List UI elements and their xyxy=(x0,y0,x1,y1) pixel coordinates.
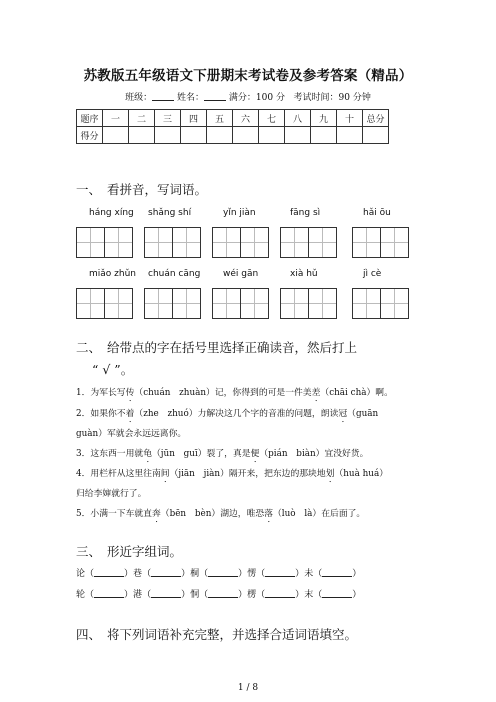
dotted-char: 间 xyxy=(160,469,170,479)
char-cell[interactable] xyxy=(309,228,336,257)
char-grid[interactable] xyxy=(352,288,409,319)
char-grid[interactable] xyxy=(280,227,337,258)
score-cell[interactable] xyxy=(363,127,389,144)
score-header-cell: 题序 xyxy=(77,110,103,127)
question-text: （huà huá） xyxy=(334,469,389,479)
question-text: （chāi chà）啊。 xyxy=(320,388,393,398)
section-number: 一、 xyxy=(76,182,102,197)
score-header-cell: 十 xyxy=(337,110,363,127)
answer-blank[interactable] xyxy=(322,567,352,577)
dotted-char: 着 xyxy=(125,409,135,419)
question-5 xyxy=(76,506,365,524)
class-label: 班级： xyxy=(125,93,153,103)
char-cell[interactable] xyxy=(281,289,309,318)
score-cell[interactable] xyxy=(337,127,363,144)
section-3-heading xyxy=(76,542,182,560)
question-3 xyxy=(76,446,368,464)
dotted-char: 传 xyxy=(125,388,135,398)
section-title: 给带点的字在括号里选择正确读音，然后打上 xyxy=(107,340,358,355)
score-row-label: 得分 xyxy=(77,127,103,144)
score-header-cell: 三 xyxy=(155,110,181,127)
section-number: 三、 xyxy=(76,544,102,559)
score-header-cell: 八 xyxy=(285,110,311,127)
answer-blank[interactable] xyxy=(151,588,181,598)
question-text: 4．用栏杆从这里往南 xyxy=(76,469,161,479)
time-label: 考试时间：90 分钟 xyxy=(293,93,371,103)
question-4-cont: 归给李婶就行了。 xyxy=(76,489,147,499)
char-label: 恫 xyxy=(190,590,200,600)
exam-info xyxy=(0,90,496,103)
char-cell[interactable] xyxy=(173,228,200,257)
pinyin-label: fāng sì xyxy=(290,208,321,218)
dotted-char: 落 xyxy=(264,509,273,519)
char-cell[interactable] xyxy=(105,289,132,318)
question-text: （luò là）在后面了。 xyxy=(273,509,366,519)
dotted-char: 冠 xyxy=(338,409,348,419)
dotted-char: 奔 xyxy=(151,509,161,519)
score-header-cell: 四 xyxy=(181,110,207,127)
char-cell[interactable] xyxy=(381,228,408,257)
section-2-heading xyxy=(76,338,357,356)
answer-blank[interactable] xyxy=(94,567,124,577)
pinyin-label: háng xíng xyxy=(89,208,134,218)
char-label: 楞 xyxy=(247,590,257,600)
char-grid[interactable] xyxy=(76,288,133,319)
dotted-char: 划 xyxy=(325,469,335,479)
question-text: （pián biàn）宜没好货。 xyxy=(259,449,369,459)
name-label: 姓名： xyxy=(177,93,205,103)
score-cell[interactable] xyxy=(311,127,337,144)
pinyin-label: chuán cāng xyxy=(148,269,201,279)
pinyin-label: shǎng shí xyxy=(148,208,192,218)
char-grid[interactable] xyxy=(280,288,337,319)
char-label: 论 xyxy=(76,569,86,579)
char-grid[interactable] xyxy=(352,227,409,258)
pinyin-label: jì cè xyxy=(363,269,382,279)
answer-blank[interactable] xyxy=(265,567,295,577)
question-2-cont: guàn）军就会永远远离你。 xyxy=(76,429,187,439)
page-title: 苏教版五年级语文下册期末考试卷及参考答案（精品） xyxy=(83,68,413,84)
class-blank[interactable] xyxy=(152,91,174,101)
char-label: 愣 xyxy=(247,569,257,579)
char-cell[interactable] xyxy=(241,289,268,318)
char-cell[interactable] xyxy=(281,228,309,257)
dotted-char: 便 xyxy=(250,449,260,459)
char-cell[interactable] xyxy=(173,289,200,318)
section-number: 四、 xyxy=(76,627,102,642)
score-cell[interactable] xyxy=(129,127,155,144)
score-header-cell: 九 xyxy=(311,110,337,127)
question-text: （jūn guī）裂了，真是 xyxy=(152,449,251,459)
score-value-row xyxy=(77,127,389,144)
pinyin-label: xià hǔ xyxy=(290,269,318,279)
score-cell[interactable] xyxy=(233,127,259,144)
score-header-cell: 七 xyxy=(259,110,285,127)
score-header-row xyxy=(77,110,389,127)
char-cell[interactable] xyxy=(381,289,408,318)
question-text: 3．这东西一用就 xyxy=(76,449,144,459)
answer-blank[interactable] xyxy=(94,588,124,598)
name-blank[interactable] xyxy=(204,91,226,101)
char-grid[interactable] xyxy=(76,227,133,258)
question-text: （chuán zhuàn）记，你得到的可是一件美 xyxy=(134,388,312,398)
score-cell[interactable] xyxy=(259,127,285,144)
char-cell[interactable] xyxy=(213,228,241,257)
score-cell[interactable] xyxy=(103,127,129,144)
char-label: 未 xyxy=(304,569,314,579)
section-title: 看拼音，写词语。 xyxy=(107,182,208,197)
score-cell[interactable] xyxy=(207,127,233,144)
question-text: （guān xyxy=(347,409,379,419)
score-header-cell: 一 xyxy=(103,110,129,127)
score-cell[interactable] xyxy=(181,127,207,144)
page-number: 1 / 8 xyxy=(237,683,259,693)
char-cell[interactable] xyxy=(105,228,132,257)
char-label: 巷 xyxy=(133,569,143,579)
char-label: 末 xyxy=(304,590,314,600)
section-title: 将下列词语补充完整，并选择合适词语填空。 xyxy=(107,627,358,642)
char-label: 港 xyxy=(133,590,143,600)
section-2-heading-cont: “ √ ”。 xyxy=(92,362,134,377)
section-title: 形近字组词。 xyxy=(107,544,183,559)
pinyin-label: wéi gān xyxy=(223,269,259,279)
question-text: （zhe zhuó）力解决这几个字的音准的问题，朗读 xyxy=(134,409,339,419)
score-cell[interactable] xyxy=(155,127,181,144)
char-grid[interactable] xyxy=(144,288,201,319)
score-header-cell: 五 xyxy=(207,110,233,127)
score-header-cell: 二 xyxy=(129,110,155,127)
score-header-cell: 总分 xyxy=(363,110,389,127)
question-text: （bēn bèn）湖边，唯恐 xyxy=(160,509,265,519)
dotted-char: 龟 xyxy=(143,449,152,459)
char-cell[interactable] xyxy=(145,289,173,318)
word-row-1: 论（ ）巷（ ）桐（ ）愣（ ）未（ ） xyxy=(76,569,362,579)
question-2 xyxy=(76,406,378,424)
char-grid[interactable] xyxy=(212,227,269,258)
answer-blank[interactable] xyxy=(322,588,352,598)
answer-blank[interactable] xyxy=(208,588,238,598)
char-cell[interactable] xyxy=(77,228,105,257)
score-header-cell: 六 xyxy=(233,110,259,127)
char-grid[interactable] xyxy=(212,288,269,319)
answer-blank[interactable] xyxy=(208,567,238,577)
score-table xyxy=(76,109,389,144)
char-cell[interactable] xyxy=(241,228,268,257)
char-cell[interactable] xyxy=(309,289,336,318)
score-cell[interactable] xyxy=(285,127,311,144)
question-text: 2．如果你不 xyxy=(76,409,126,419)
pinyin-label: miǎo zhǔn xyxy=(89,269,136,279)
question-text: 1．为军长写 xyxy=(76,388,126,398)
pinyin-label: hǎi ōu xyxy=(363,208,391,218)
char-label: 桐 xyxy=(190,569,200,579)
question-4 xyxy=(76,466,388,484)
word-row-2: 轮（ ）港（ ）恫（ ）楞（ ）末（ ） xyxy=(76,590,362,600)
answer-blank[interactable] xyxy=(265,588,295,598)
section-4-heading xyxy=(76,625,357,643)
section-number: 二、 xyxy=(76,340,102,355)
question-1 xyxy=(76,385,393,403)
char-grid[interactable] xyxy=(144,227,201,258)
char-cell[interactable] xyxy=(353,228,381,257)
answer-blank[interactable] xyxy=(151,567,181,577)
char-cell[interactable] xyxy=(213,289,241,318)
pinyin-label: yǐn jiàn xyxy=(223,208,256,218)
char-cell[interactable] xyxy=(145,228,173,257)
char-label: 轮 xyxy=(76,590,86,600)
score-label: 满分：100 分 xyxy=(228,93,285,103)
question-text: （jiān jiàn）隔开来，把东边的那块地 xyxy=(169,469,326,479)
char-cell[interactable] xyxy=(353,289,381,318)
question-text: 5．小满一下车就直 xyxy=(76,509,152,519)
section-1-heading xyxy=(76,180,207,198)
char-cell[interactable] xyxy=(77,289,105,318)
dotted-char: 差 xyxy=(311,388,321,398)
